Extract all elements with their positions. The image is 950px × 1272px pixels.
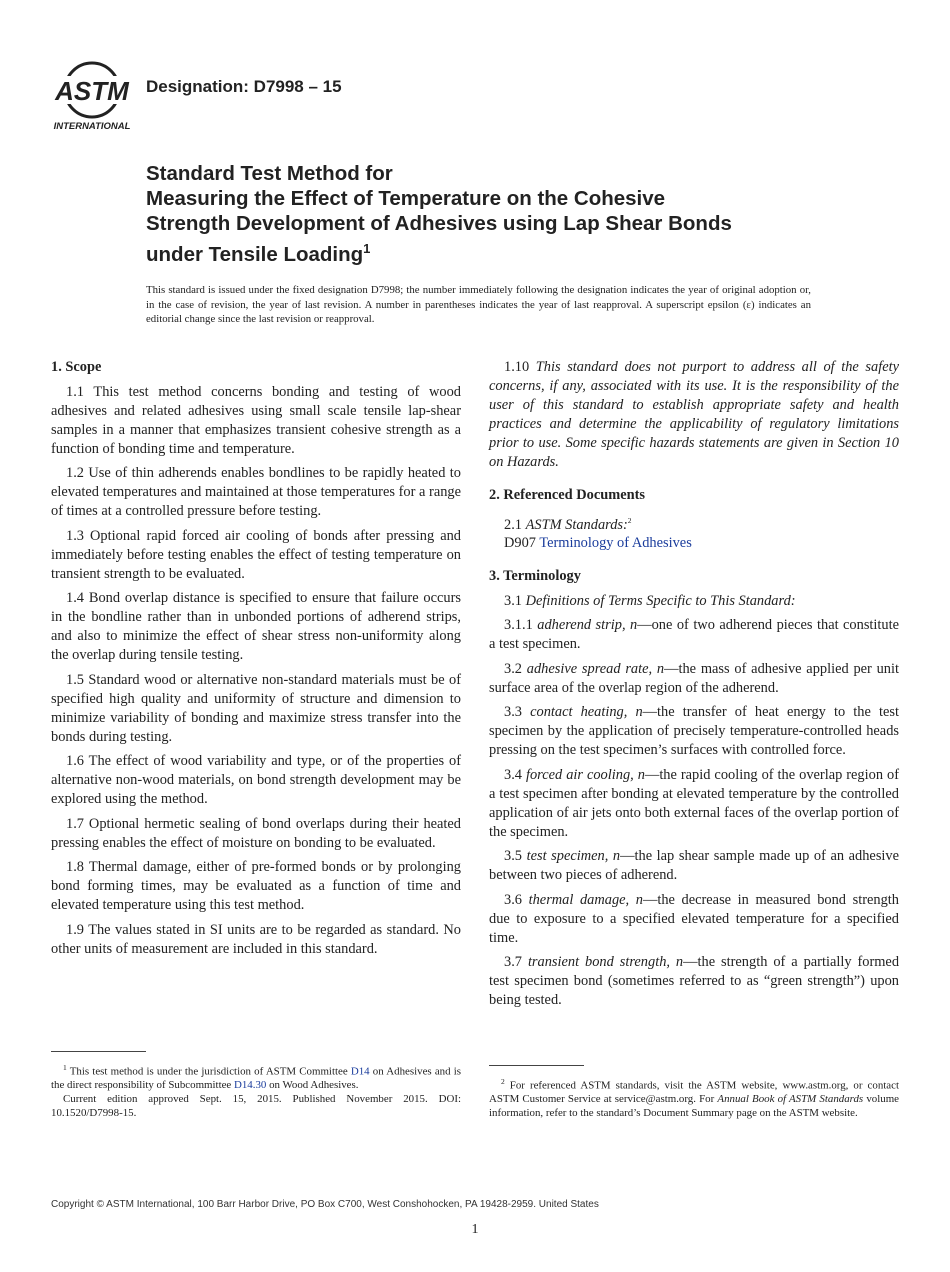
footnote-divider-right (489, 1065, 584, 1066)
designation: Designation: D7998 – 15 (146, 77, 342, 96)
terminology-of-adhesives-link[interactable]: Terminology of Adhesives (539, 535, 692, 552)
paragraph-3-5: 3.5 test specimen, n—the lap shear sample made up of an adhesive between two pieces of adherend. (489, 848, 900, 884)
paragraph-1-7: 1.7 Optional hermetic sealing of bond overlaps during their heated pressing enables the effect of moisture on bonding to be evaluated. (51, 815, 461, 851)
paragraph-3-3: 3.3 contact heating, n—the transfer of heat energy to the test specimen by the application of precisely temperature-controlled heads pressing on the test specimen’s surfaces with controlled force. (489, 704, 899, 759)
title-footnote-mark: 1 (363, 241, 371, 256)
document-title (146, 161, 836, 267)
paragraph-1-3: 1.3 Optional rapid forced air cooling of bonds after pressing and immediately before testing enables the effect of testing temperature on transient strength to be evaluated. (51, 527, 461, 582)
committee-d14-link[interactable]: D14 (350, 1065, 370, 1078)
paragraph-1-8: 1.8 Thermal damage, either of pre-formed bonds or by prolonging bond forming times, may be evaluated as a function of time and elevated temperature using this test method. (51, 859, 461, 913)
footnote-2: $^2$ For referenced ASTM standards, visit the ASTM website, www.astm.org, or contact ASTM Customer Service at service@astm.org. For Annual Book of ASTM Standards volume information, refer to the standard’s Document Summary page on the ASTM website. (489, 1077, 899, 1120)
paragraph-1-1: 1.1 This test method concerns bonding and testing of wood adhesives and related adhesives using small scale tensile lap-shear samples in a manner that emphasizes transient cohesive strength as a function of bonding time and temperature. (51, 383, 461, 457)
section-terminology-heading: 3. Terminology (489, 568, 581, 585)
paragraph-2-1: 2.1 ASTM Standards:$^2$ (504, 515, 632, 533)
reference-d907: D907 Terminology of Adhesives (504, 535, 692, 552)
footnote-divider-left (51, 1051, 146, 1052)
paragraph-1-9: 1.9 The values stated in SI units are to be regarded as standard. No other units of measurement are included in this standard. (51, 921, 461, 957)
paragraph-3-2: 3.2 adhesive spread rate, n—the mass of adhesive applied per unit surface area of the overlap region of the adherend. (489, 660, 899, 696)
astm-logo (50, 60, 134, 132)
paragraph-3-4: 3.4 forced air cooling, n—the rapid cooling of the overlap region of a test specimen after bonding at elevated temperature by the controlled application of air jets onto both external faces of the overlap portion of the specimen. (489, 766, 899, 840)
section-scope-heading: 1. Scope (51, 359, 102, 375)
paragraph-3-1-1: 3.1.1 adherend strip, n—one of two adherend pieces that constitute a test specimen. (489, 617, 899, 653)
paragraph-3-1: 3.1 Definitions of Terms Specific to This Standard: (504, 592, 796, 609)
left-column (51, 358, 461, 964)
paragraph-1-10: 1.10 This standard does not purport to address all of the safety concerns, if any, associated with its use. It is the responsibility of the user of this standard to establish appropriate safety and health practices and determine the applicability of regulatory limitations prior to use. Some specific hazards statements are given in Section 10 on Hazards. (489, 359, 899, 470)
edition-note: Current edition approved Sept. 15, 2015. Published November 2015. DOI: 10.1520/D7998-15. (51, 1093, 461, 1120)
logo-subtext: INTERNATIONAL (53, 121, 131, 132)
subcommittee-d14-30-link[interactable]: D14.30 (234, 1079, 267, 1092)
logo-text: ASTM (55, 76, 129, 106)
right-column (489, 358, 899, 1016)
paragraph-1-2: 1.2 Use of thin adherends enables bondlines to be rapidly heated to elevated temperatures and maintained at those temperatures for a range of times at a controlled pressure before testing. (51, 465, 461, 519)
title-line-2: Measuring the Effect of Temperature on the Cohesive (146, 187, 666, 210)
paragraph-3-6: 3.6 thermal damage, n—the decrease in measured bond strength due to exposure to a specified elevated temperature for a specified time. (489, 891, 899, 946)
paragraph-1-6: 1.6 The effect of wood variability and type, or of the properties of alternative non-wood materials, on bond strength development may be explored using the method. (51, 753, 461, 807)
footnote-1: $^1$ This test method is under the jurisdiction of ASTM Committee D14 on Adhesives and is the direct responsibility of Subcommittee D14.30 on Wood Adhesives. Current edition approved Sept. 15, 2015. Published November 2015. DOI: 10.1520/D7998-15. (51, 1063, 461, 1120)
copyright: Copyright © ASTM International, 100 Barr Harbor Drive, PO Box C700, West Conshohocken, PA 19428-2959. United States (51, 1199, 599, 1210)
paragraph-1-5: 1.5 Standard wood or alternative non-standard materials must be of specified high quality and uniformity of structure and dimension to minimize variability of bonding and maximize stress transfer into the bonds during testing. (51, 671, 461, 745)
paragraph-3-7: 3.7 transient bond strength, n—the strength of a partially formed test specimen bond (sometimes referred to as “green strength”) upon being tested. (489, 954, 900, 1009)
title-line-4: under Tensile Loading (146, 242, 364, 266)
title-line-1: Standard Test Method for (146, 162, 393, 185)
section-referenced-heading: 2. Referenced Documents (489, 487, 645, 503)
page-number: 1 (471, 1222, 479, 1237)
paragraph-1-4: 1.4 Bond overlap distance is specified to ensure that failure occurs in the bondline rather than in unbonded portions of adherend strips, and also to minimize the effect of shear stress non-uniformity along the overlap during tensile testing. (51, 590, 461, 663)
issued-note: This standard is issued under the fixed designation D7998; the number immediately following the designation indicates the year of original adoption or, in the case of revision, the year of last revision. A number in parentheses indicates the year of last reapproval. A superscript epsilon (ε) indicates an editorial change since the last revision or reapproval. (146, 284, 811, 325)
title-line-3: Strength Development of Adhesives using Lap Shear Bonds (146, 212, 732, 235)
